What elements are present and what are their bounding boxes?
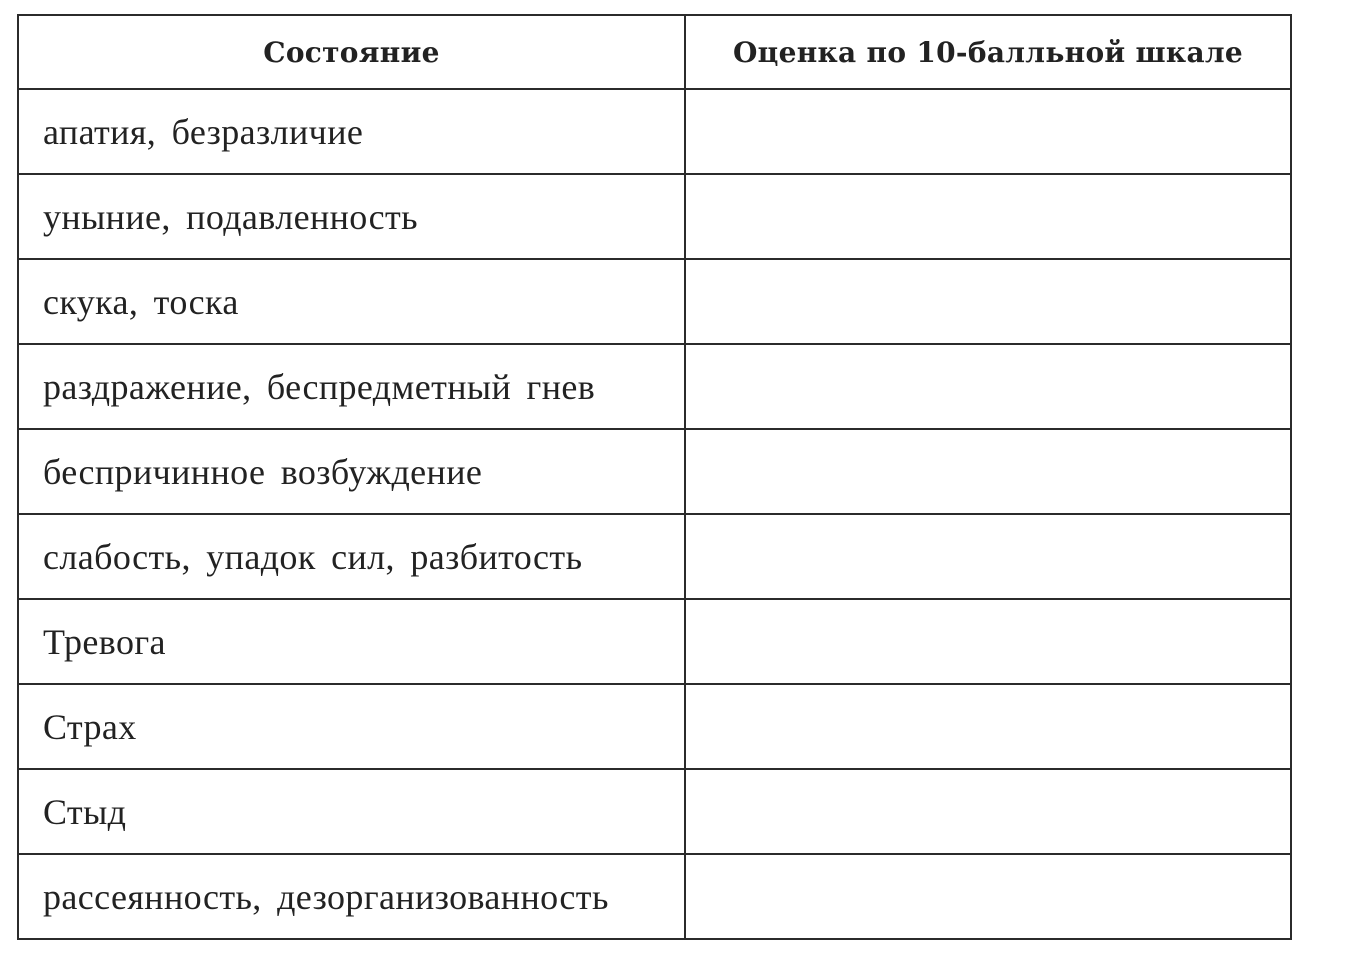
score-cell[interactable]	[685, 514, 1291, 599]
state-cell: Стыд	[18, 769, 685, 854]
table-body	[18, 89, 1291, 939]
column-header-state: Состояние	[18, 15, 685, 89]
table-row	[18, 89, 1291, 174]
score-cell[interactable]	[685, 89, 1291, 174]
score-cell[interactable]	[685, 684, 1291, 769]
state-cell: раздражение, беспредметный гнев	[18, 344, 685, 429]
score-cell[interactable]	[685, 769, 1291, 854]
score-cell[interactable]	[685, 599, 1291, 684]
state-cell: Страх	[18, 684, 685, 769]
table-row	[18, 684, 1291, 769]
table-row	[18, 174, 1291, 259]
state-cell: рассеянность, дезорганизованность	[18, 854, 685, 939]
state-cell: апатия, безразличие	[18, 89, 685, 174]
state-cell: скука, тоска	[18, 259, 685, 344]
table-header	[18, 15, 1291, 89]
table-row	[18, 344, 1291, 429]
score-cell[interactable]	[685, 854, 1291, 939]
header-row	[18, 15, 1291, 89]
table-row	[18, 599, 1291, 684]
table-row	[18, 514, 1291, 599]
score-cell[interactable]	[685, 344, 1291, 429]
state-assessment-table	[17, 14, 1292, 940]
state-cell: Тревога	[18, 599, 685, 684]
state-cell: уныние, подавленность	[18, 174, 685, 259]
table-row	[18, 854, 1291, 939]
column-header-score: Оценка по 10-балльной шкале	[685, 15, 1291, 89]
table-row	[18, 429, 1291, 514]
table-row	[18, 769, 1291, 854]
state-cell: беспричинное возбуждение	[18, 429, 685, 514]
assessment-sheet	[17, 14, 1290, 940]
score-cell[interactable]	[685, 429, 1291, 514]
state-cell: слабость, упадок сил, разбитость	[18, 514, 685, 599]
score-cell[interactable]	[685, 174, 1291, 259]
score-cell[interactable]	[685, 259, 1291, 344]
table-row	[18, 259, 1291, 344]
